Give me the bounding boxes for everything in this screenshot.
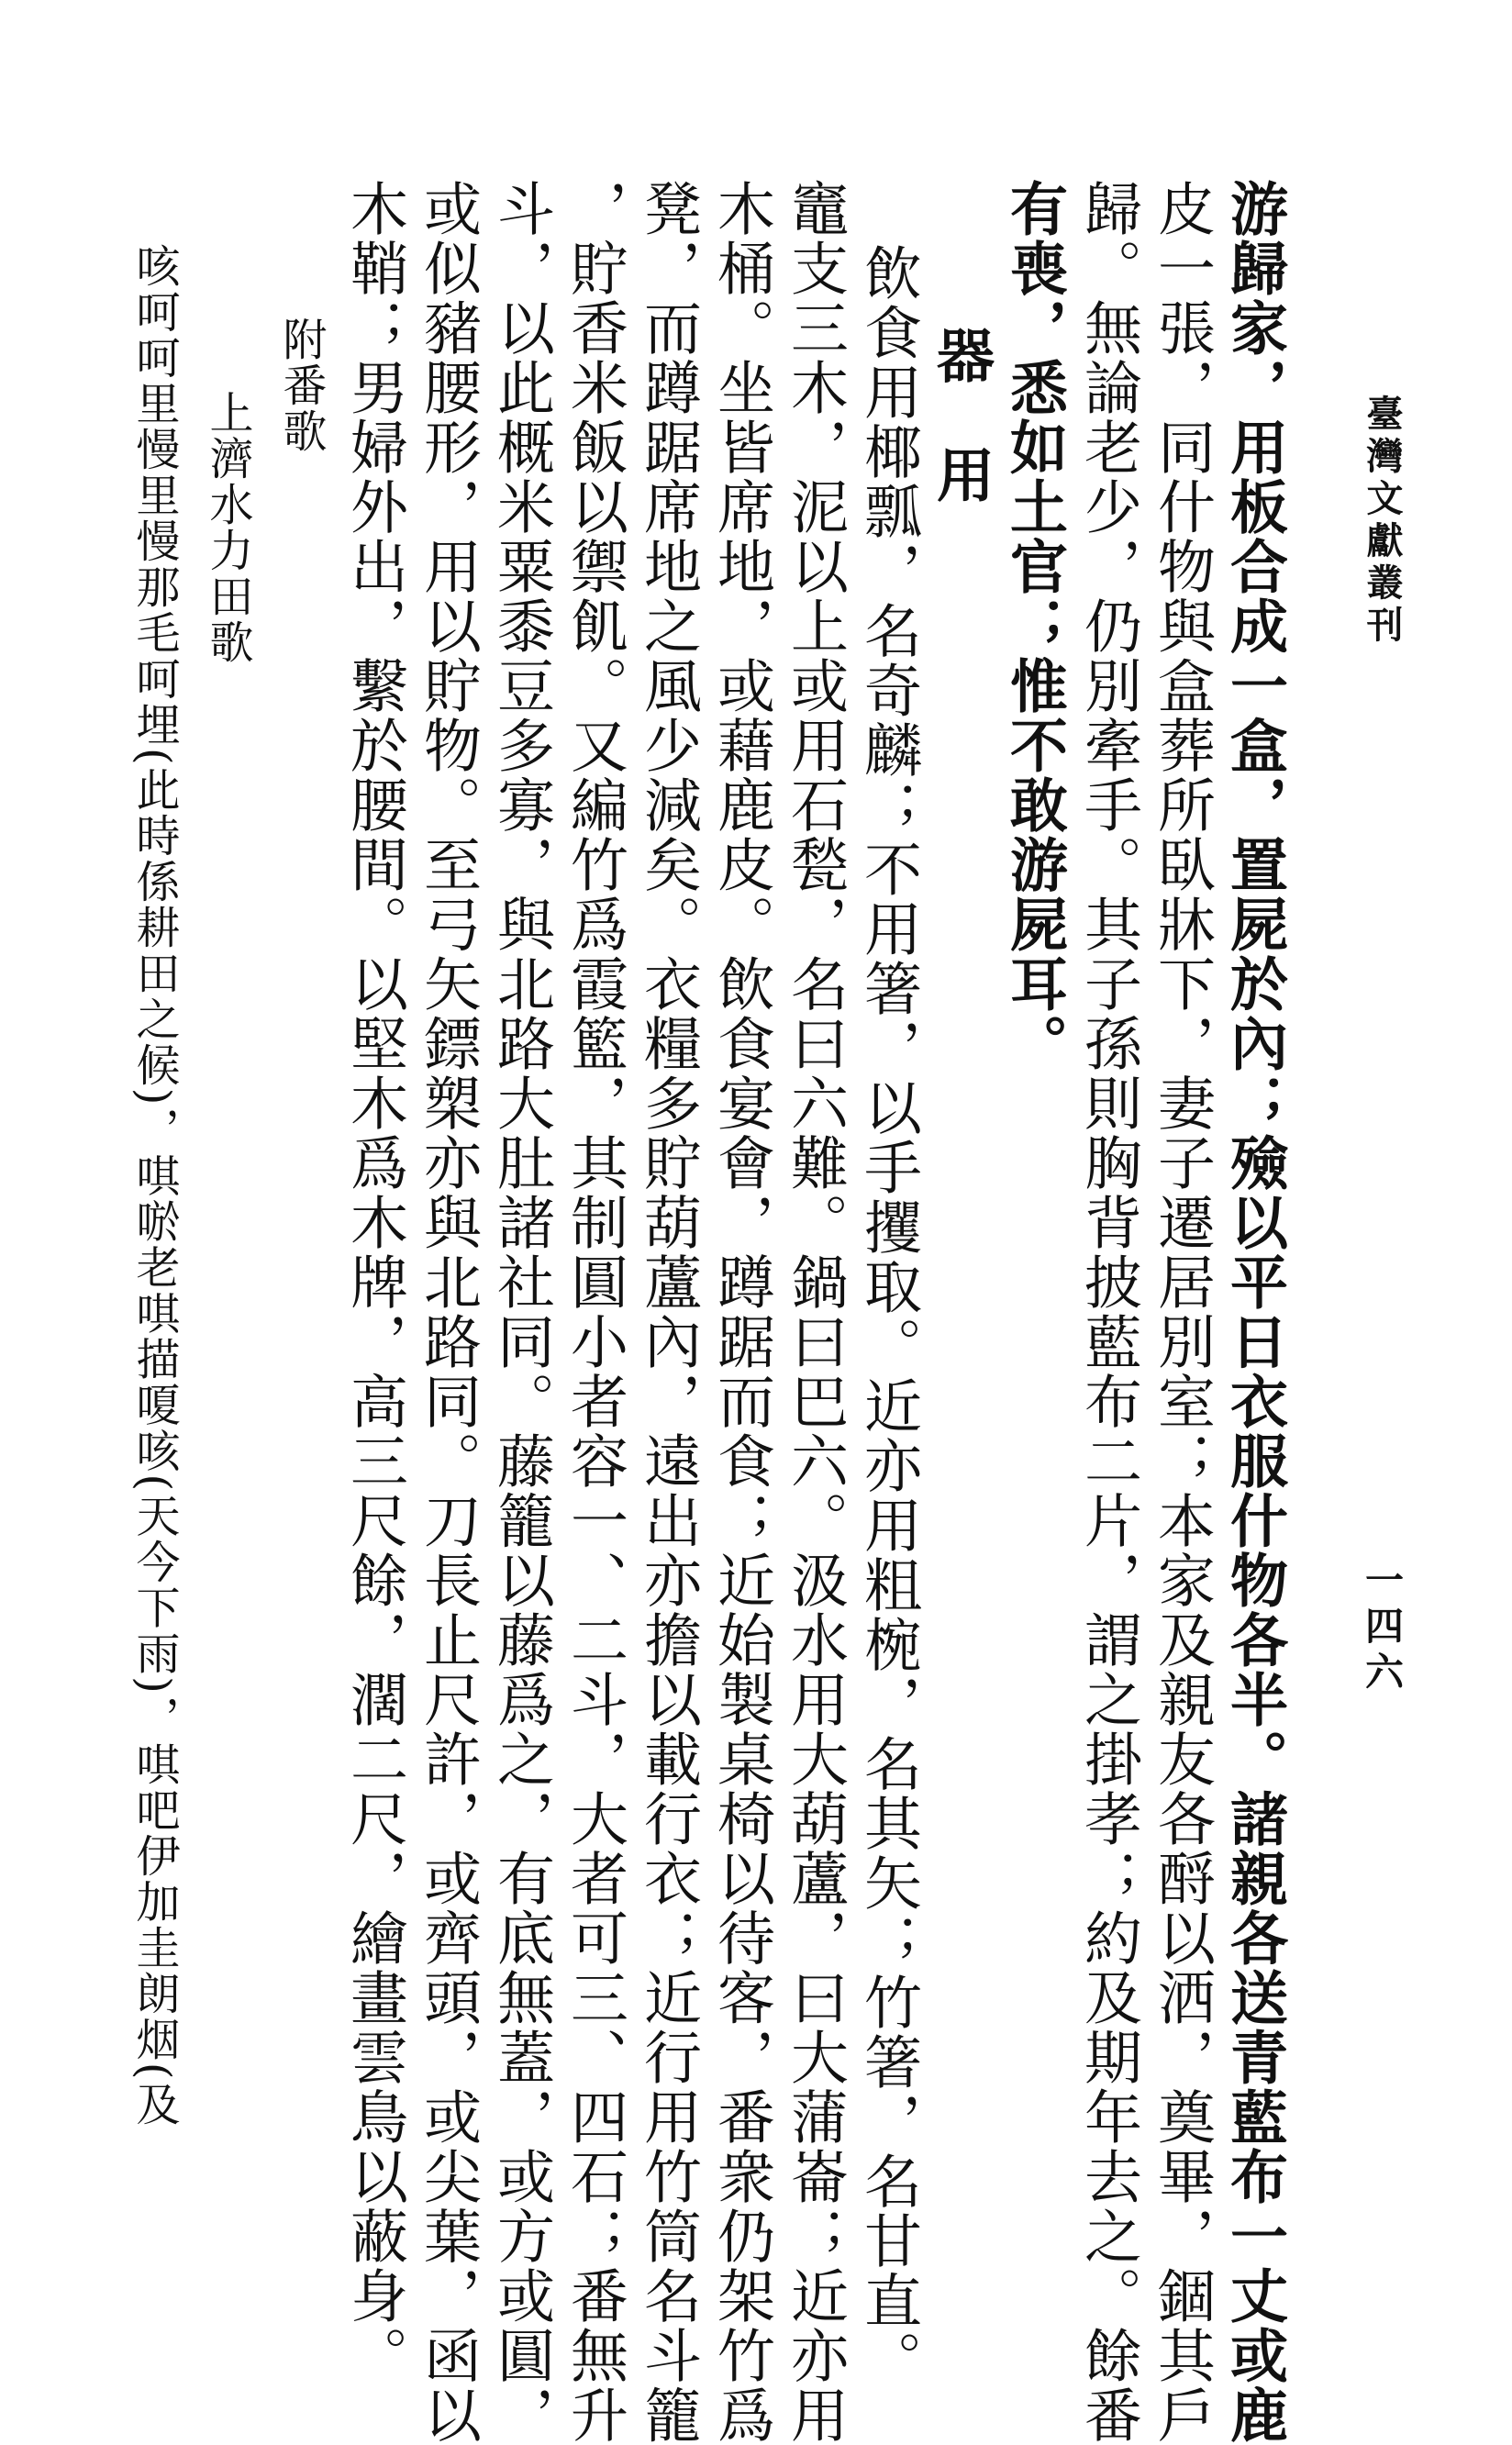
song-title: 上濟水力田歌 xyxy=(202,390,253,665)
running-title: 臺灣文獻叢刊 xyxy=(1361,395,1404,648)
body-text xyxy=(117,179,1292,2445)
appendix-title: 附番歌 xyxy=(275,317,327,454)
text-column: 有喪，悉如土官；惟不敢游屍耳。 xyxy=(1001,179,1069,1073)
text-column: 斗，以此概米粟黍豆多寡，與北路大肚諸社同。藤籠以藤爲之，有底無蓋，或方或圓， xyxy=(488,179,555,2445)
text-column: 歸。無論老少，仍別牽手。其子孫則胸背披藍布二片，謂之掛孝；約及期年去之。餘番 xyxy=(1075,179,1142,2445)
page-number: 一四六 xyxy=(1360,1560,1405,1697)
text-column: 竈支三木，泥以上或用石甃，名曰六難。鍋曰巴六。汲水用大葫蘆，曰大蒲崙；近亦用 xyxy=(782,179,849,2445)
text-column: 木鞘；男婦外出，繫於腰間。以堅木爲木牌，高三尺餘，濶二尺，繪畫雲鳥以蔽身。 xyxy=(341,179,408,2385)
text-column: 或似豬腰形，用以貯物。至弓矢鏢槊亦與北路同。刀長止尺許，或齊頭，或尖葉，函以 xyxy=(415,179,482,2445)
text-column: 游歸家，用板合成一盒，置屍於內；殮以平日衣服什物各半。諸親各送青藍布一丈或鹿 xyxy=(1221,179,1289,2445)
text-column: 皮一張，同什物與盒葬所臥牀下，妻子遷居別室；本家及親友各酹以洒，奠畢，錮其戶 xyxy=(1149,179,1216,2445)
song-line: 咳呵呵里慢里慢那毛呵埋(此時係耕田之候)，唭唹老唭描嗄咳(天今下雨)，唭吧伊加圭朗烟(及 xyxy=(128,243,180,2128)
text-column: 木桶。坐皆席地，或藉鹿皮。飲食宴會，蹲踞而食；近始製桌椅以待客，番衆仍架竹爲 xyxy=(708,179,775,2445)
text-column: 凳，而蹲踞席地之風少減矣。衣糧多貯葫蘆內，遠出亦擔以載行衣；近行用竹筒名斗籠 xyxy=(635,179,702,2445)
text-column: ，貯香米飯以禦飢。又編竹爲霞籃，其制圓小者容一、二斗，大者可三、四石；番無升 xyxy=(561,179,628,2445)
text-column: 飲食用椰瓢，名奇麟；不用箸，以手攫取。近亦用粗椀，名其矢；竹箸，名甘直。 xyxy=(855,243,922,2390)
section-heading: 器 用 xyxy=(928,326,995,505)
